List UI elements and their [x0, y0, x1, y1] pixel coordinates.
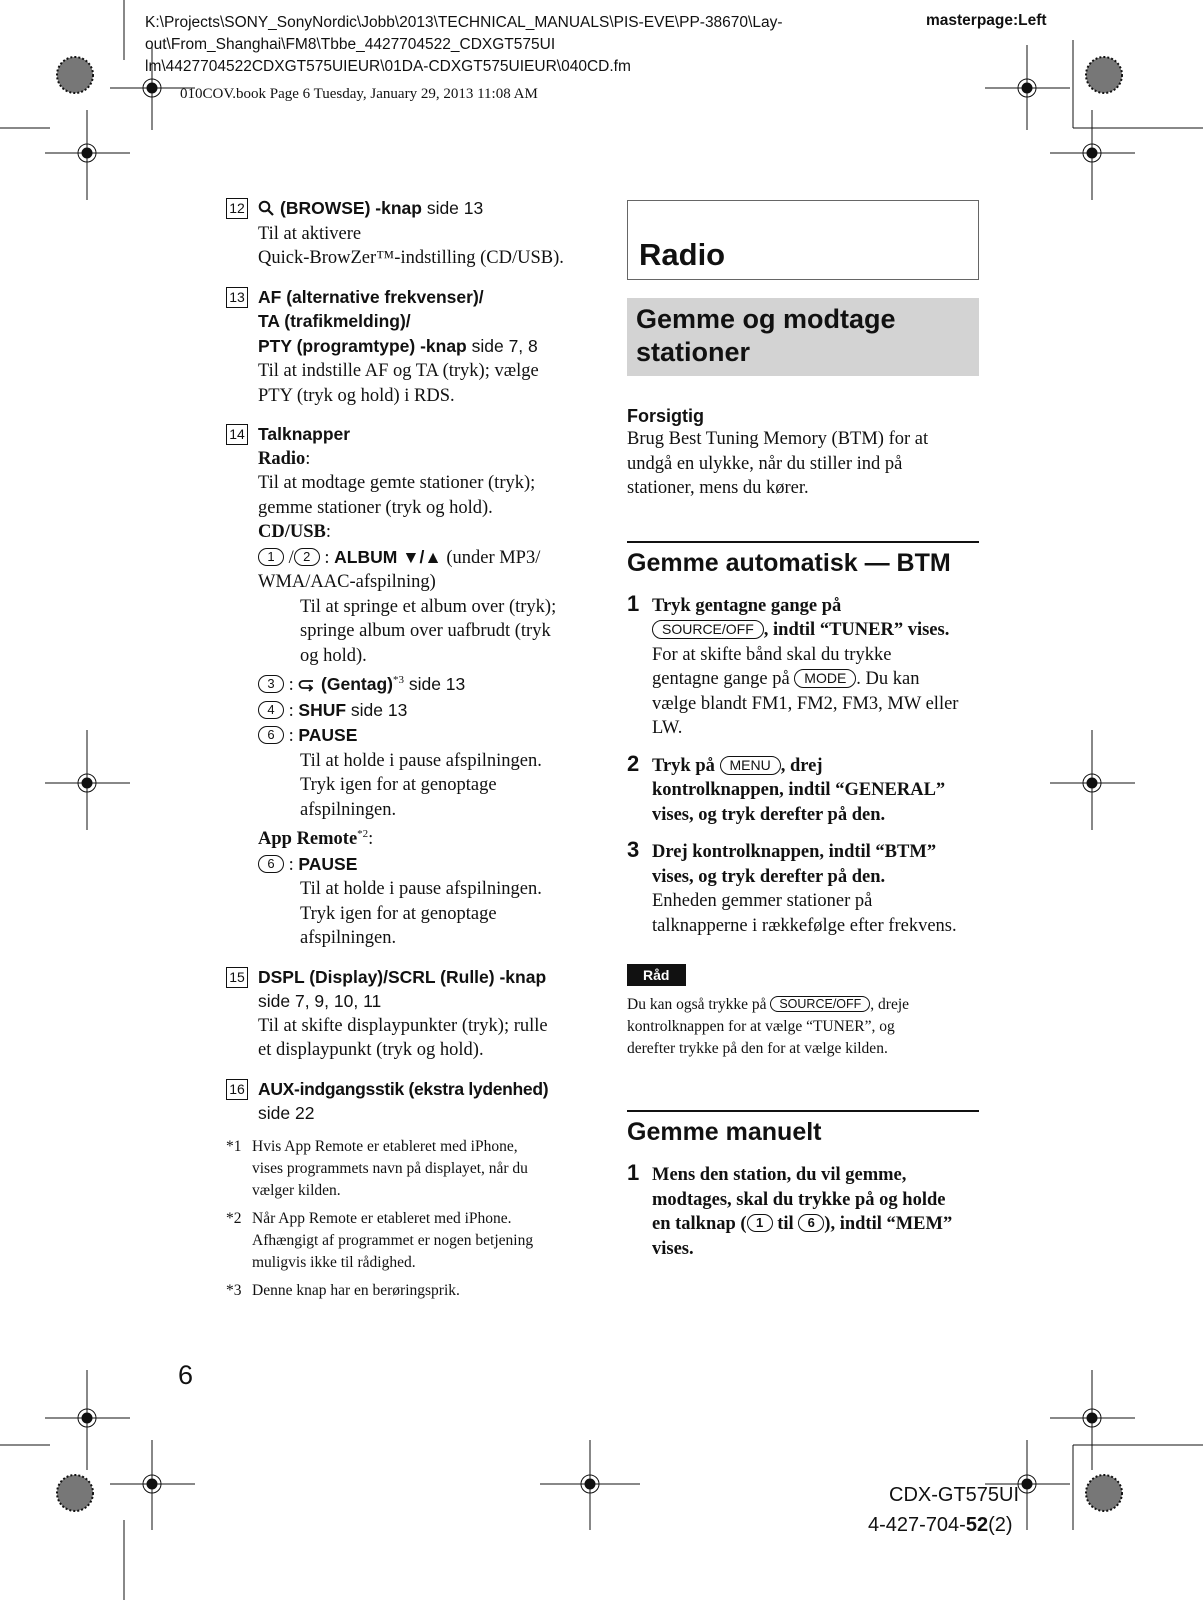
list-item-14: 14 Talknapper Radio: Til at modtage gemte stationer (tryk); gemme stationer (tryk og hold). CD/USB: 1 / 2 : ALBUM ▼/▲ (under MP3/ WMA/AAC-afspilning) Til at springe et album over (tryk); springe album over uafbrudt (tryk og hold). 3 : (Gentag)$^{*3}$ side 13 4 : SHUF side 13 6 : PAUSE Til at holde i pause afspilningen. Tryk igen for at genoptage afspilningen. App Remote$^{*2}$: 6 : PAUSE Til at holde i pause afspilningen. Tryk igen for at genoptage afspilningen. — [226, 422, 596, 951]
number-key-6: 6 — [258, 855, 284, 873]
step-note: talknapperne i rækkefølge efter frekvens. — [652, 915, 957, 936]
item-title: Talknapper — [258, 424, 351, 444]
section-rule — [627, 541, 979, 543]
page-ref: side 13 — [346, 699, 408, 720]
file-path — [145, 12, 825, 78]
number-key-3: 3 — [258, 675, 284, 693]
item-number: 14 — [226, 424, 248, 445]
masterpage-label: masterpage:Left — [926, 12, 1047, 29]
step-text: Drej kontrolknappen, indtil “BTM” — [652, 842, 937, 862]
list-item-16 — [226, 1077, 596, 1126]
step-number: 2 — [627, 750, 640, 776]
pause-label: PAUSE — [298, 853, 358, 874]
description-line: gemme stationer (tryk og hold). — [258, 497, 493, 518]
number-key-6: 6 — [798, 1214, 824, 1232]
section-title — [627, 298, 979, 376]
footnote — [226, 1208, 596, 1274]
part-number-c: (2) — [988, 1514, 1013, 1536]
menu-key: MENU — [720, 756, 781, 775]
number-key-1: 1 — [258, 548, 284, 566]
footnote-mark: *2 — [226, 1209, 242, 1227]
mode-key: MODE — [794, 669, 856, 688]
description-line: Til at skifte displaypunkter (tryk); rulle — [258, 1015, 548, 1036]
footnote — [226, 1280, 596, 1302]
source-off-key: SOURCE/OFF — [770, 996, 870, 1012]
page-number: 6 — [178, 1360, 194, 1390]
book-info-line: 010COV.book Page 6 Tuesday, January 29, 2013 11:08 AM — [180, 86, 538, 102]
source-off-key: SOURCE/OFF — [652, 620, 764, 639]
footnote-ref: *2 — [357, 828, 369, 840]
step-text: Tryk på — [652, 755, 720, 776]
description-line: Tryk igen for at genoptage — [300, 775, 497, 795]
caution-line: undgå en ulykke, når du stiller ind på — [627, 453, 903, 474]
footnote-line: Afhængigt af programmet er nogen betjening — [252, 1231, 534, 1249]
list-item-13 — [226, 285, 596, 409]
section-title-line: Gemme og modtage — [636, 304, 896, 334]
step-text: en talknap ( — [652, 1214, 747, 1234]
footnote — [226, 1136, 596, 1202]
footnote-line: Hvis App Remote er etableret med iPhone, — [252, 1137, 518, 1155]
description-line: springe album over uafbrudt (tryk — [300, 621, 551, 641]
footnote-line: Når App Remote er etableret med iPhone. — [252, 1209, 512, 1227]
number-key-6: 6 — [258, 726, 284, 744]
footnote-line: Denne knap har en berøringsprik. — [252, 1281, 460, 1299]
item-number: 12 — [226, 198, 248, 219]
album-label: ALBUM ▼/▲ — [334, 546, 442, 567]
btm-heading: Gemme automatisk — BTM — [627, 548, 951, 577]
footnote-mark: *1 — [226, 1137, 242, 1155]
tip-line: derefter trykke på den for at vælge kilden. — [627, 1040, 888, 1057]
tip-line: kontrolknappen for at vælge “TUNER”, og — [627, 1018, 895, 1035]
description-line: Quick-BrowZer™-indstilling (CD/USB). — [258, 248, 564, 268]
step-text: modtages, skal du trykke på og holde — [652, 1189, 946, 1210]
list-item-15 — [226, 965, 596, 1063]
description-line: Tryk igen for at genoptage — [300, 903, 497, 924]
step-text: ), indtil “MEM” — [824, 1214, 953, 1234]
page-ref: side 7, 9, 10, 11 — [258, 991, 382, 1011]
section-title-line: stationer — [636, 337, 751, 367]
step-text: til — [772, 1214, 799, 1234]
page-ref: side 7, 8 — [466, 335, 538, 356]
step-text: Mens den station, du vil gemme, — [652, 1165, 907, 1185]
step-number: 1 — [627, 590, 640, 616]
description-line: Til at holde i pause afspilningen. — [300, 879, 542, 899]
footnote-line: vises programmets navn på displayet, når du — [252, 1159, 528, 1177]
caution-line: stationer, mens du kører. — [627, 478, 809, 498]
tip-label: Råd — [627, 964, 686, 986]
gentag-label: (Gentag) — [321, 674, 393, 694]
chapter-title: Radio — [639, 237, 726, 272]
footnote-line: vælger kilden. — [252, 1181, 341, 1199]
mode-label: Radio — [258, 448, 306, 469]
step-number: 3 — [627, 837, 640, 862]
step-text: , drej — [780, 755, 823, 776]
caution-title: Forsigtig — [627, 406, 704, 426]
item-number: 15 — [226, 967, 248, 988]
number-key-4: 4 — [258, 701, 284, 719]
description-line: og hold). — [300, 645, 367, 666]
section-rule — [627, 1110, 979, 1112]
description-line: Til at springe et album over (tryk); — [300, 596, 557, 617]
colon: : — [325, 522, 331, 542]
item-title: TA (trafikmelding)/ — [258, 311, 411, 331]
description-line: Til at holde i pause afspilningen. — [300, 750, 542, 771]
model-number: CDX-GT575UI — [889, 1484, 1020, 1506]
item-title: AUX-indgangsstik (ekstra lydenhed) — [258, 1078, 549, 1099]
list-item-12 — [226, 196, 596, 271]
step-number: 1 — [627, 1160, 640, 1185]
step-3 — [627, 837, 979, 938]
step-note: For at skifte bånd skal du trykke — [652, 644, 892, 665]
description-line: et displaypunkt (tryk og hold). — [258, 1040, 484, 1060]
step-text: , indtil “TUNER” vises. — [763, 620, 950, 640]
step-text: vises, og tryk derefter på den. — [652, 866, 886, 887]
description-line: WMA/AAC-afspilning) — [258, 572, 436, 592]
tip-line: Du kan også trykke på — [627, 996, 771, 1013]
file-path-line: lm\4427704522CDXGT575UIEUR\01DA-CDXGT575UIEUR\040CD.fm — [145, 58, 631, 75]
description-line: Til at indstille AF og TA (tryk); vælge — [258, 361, 539, 381]
page-ref: side 22 — [258, 1103, 315, 1123]
search-icon — [258, 200, 274, 216]
part-number-a: 4-427-704- — [868, 1514, 966, 1536]
step-text: Tryk gentagne gange på — [652, 595, 842, 616]
page-ref: side 13 — [421, 198, 484, 218]
step-note: Enheden gemmer stationer på — [652, 891, 873, 911]
step-note: vælge blandt FM1, FM2, FM3, MW eller — [652, 693, 959, 714]
step-text: vises, og tryk derefter på den. — [652, 804, 886, 825]
item-title: AF (alternative frekvenser)/ — [258, 286, 484, 307]
step-text: kontrolknappen, indtil “GENERAL” — [652, 780, 946, 800]
file-path-line: K:\Projects\SONY_SonyNordic\Jobb\2013\TECHNICAL_MANUALS\PIS-EVE\PP-38670\Lay- — [145, 14, 783, 31]
part-number — [868, 1514, 1013, 1537]
colon: : — [368, 829, 374, 849]
item-number: 13 — [226, 287, 248, 308]
step-text: vises. — [652, 1238, 694, 1259]
footnote-line: muligvis ikke til rådighed. — [252, 1253, 416, 1271]
tip-line: , dreje — [870, 996, 910, 1013]
pause-label: PAUSE — [298, 725, 358, 745]
step-note: gentagne gange på — [652, 669, 795, 689]
step-2 — [627, 750, 979, 828]
footnote-mark: *3 — [226, 1281, 242, 1299]
item-title: DSPL (Display)/SCRL (Rulle) -knap — [258, 966, 547, 987]
footnote-ref: *3 — [392, 674, 404, 686]
right-column — [627, 200, 979, 1261]
tip-block — [627, 964, 979, 1060]
file-path-line: out\From_Shanghai\FM8\Tbbe_4427704522_CDXGT575UI — [145, 36, 556, 53]
item-title: (BROWSE) -knap — [280, 198, 422, 218]
item-title: PTY (programtype) -knap — [258, 335, 467, 356]
chapter-title-box — [627, 200, 979, 280]
caution-line: Brug Best Tuning Memory (BTM) for at — [627, 429, 929, 449]
mode-label: App Remote — [258, 829, 358, 849]
number-key-1: 1 — [747, 1214, 773, 1232]
colon: : — [305, 448, 311, 469]
left-column — [226, 196, 596, 1308]
description-line: PTY (tryk og hold) i RDS. — [258, 385, 455, 406]
step-note: . Du kan — [856, 669, 920, 689]
description-line: afspilningen. — [300, 799, 397, 820]
description-line: afspilningen. — [300, 928, 397, 948]
description-line: Til at aktivere — [258, 223, 362, 244]
mode-label: CD/USB — [258, 522, 326, 542]
repeat-icon — [298, 678, 316, 692]
item-number: 16 — [226, 1079, 248, 1100]
shuf-label: SHUF — [298, 699, 347, 720]
album-rest: (under MP3/ — [441, 547, 541, 568]
page-ref: side 13 — [403, 674, 466, 694]
part-number-b: 52 — [965, 1514, 989, 1536]
step-note: LW. — [652, 718, 683, 738]
manual-heading: Gemme manuelt — [627, 1118, 822, 1146]
number-key-2: 2 — [294, 548, 320, 566]
manual-step-1 — [627, 1160, 979, 1261]
step-1 — [627, 590, 979, 741]
description-line: Til at modtage gemte stationer (tryk); — [258, 473, 536, 493]
caution-block — [627, 406, 979, 501]
